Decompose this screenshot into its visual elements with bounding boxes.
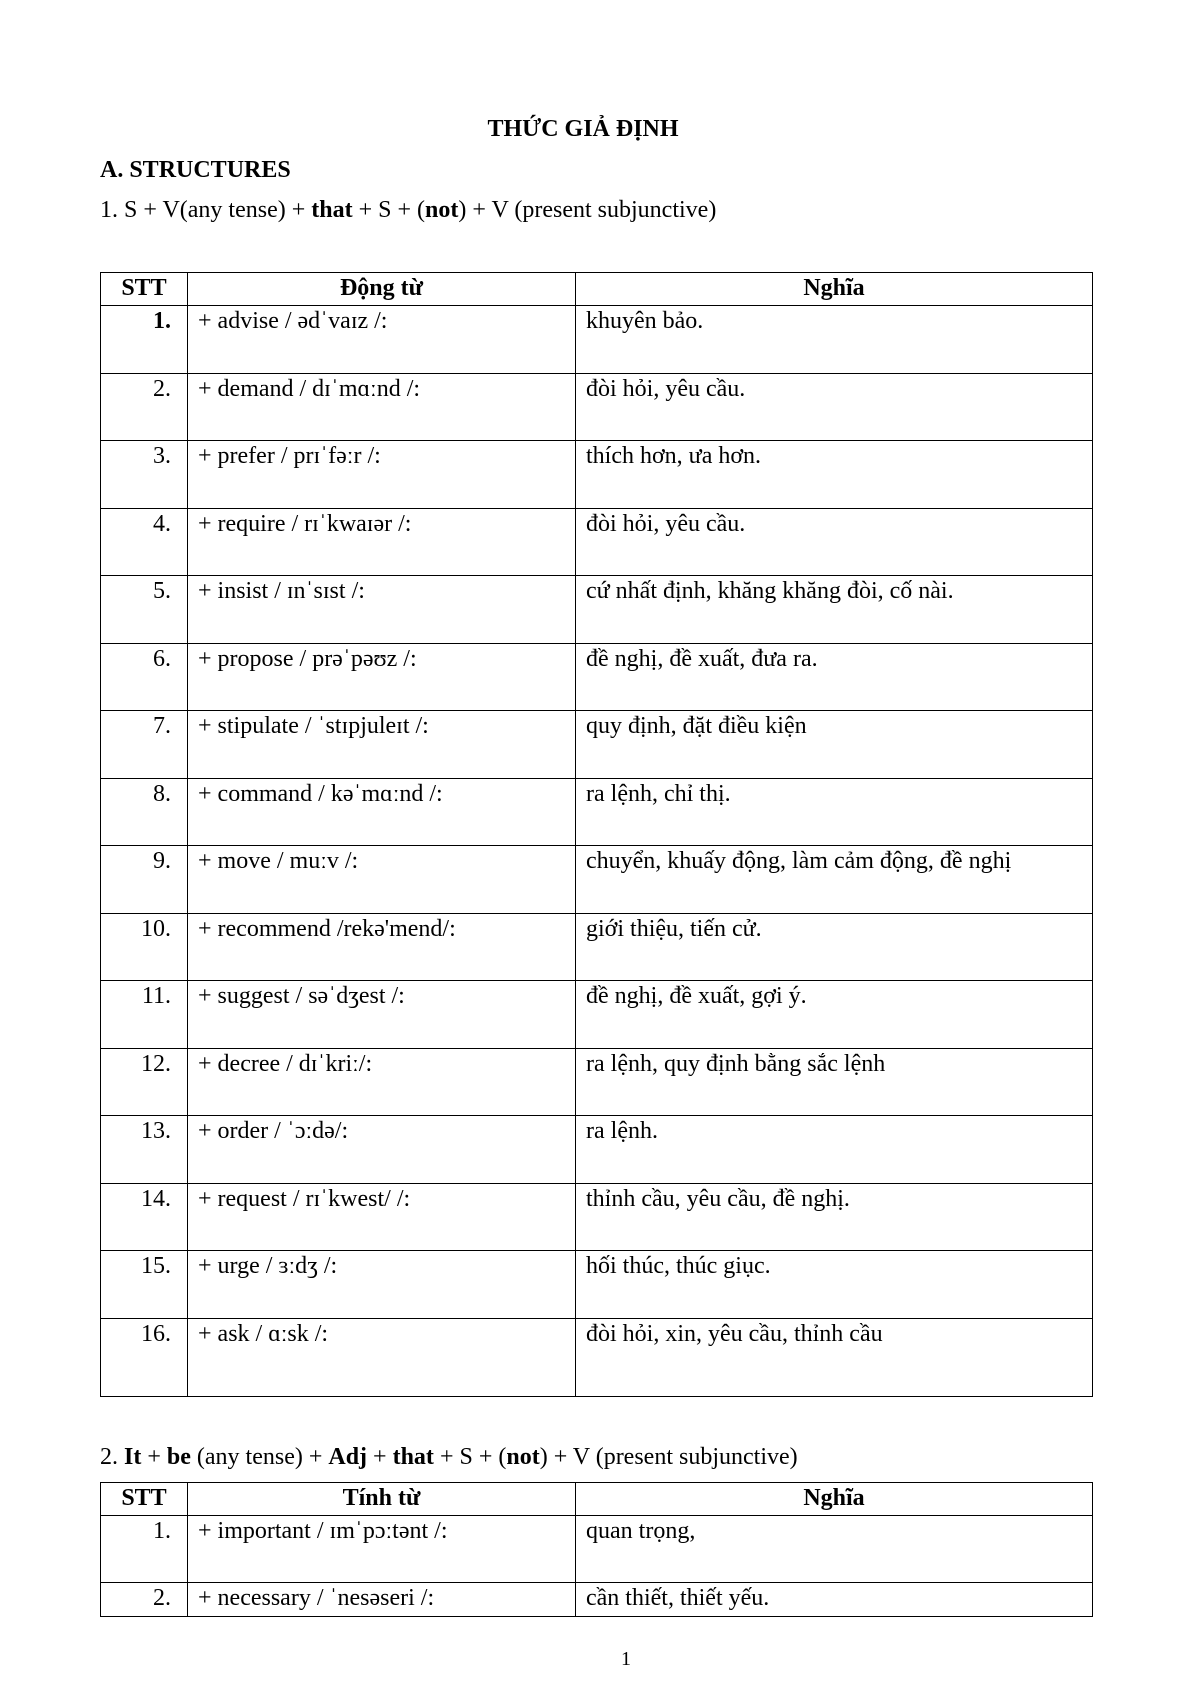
row-word: + urge / ɜːdʒ /: (188, 1251, 576, 1319)
table-row (101, 373, 1093, 441)
row-word: + request / rɪˈkwest/ /: (188, 1183, 576, 1251)
row-stt: 3. (101, 441, 188, 509)
row-stt: 13. (101, 1116, 188, 1184)
table-row (101, 508, 1093, 576)
row-meaning: quy định, đặt điều kiện (576, 711, 1093, 779)
row-word: + move / muːv /: (188, 846, 576, 914)
row-meaning: đề nghị, đề xuất, gợi ý. (576, 981, 1093, 1049)
row-word: + prefer / prɪˈfəːr /: (188, 441, 576, 509)
row-meaning: ra lệnh, quy định bằng sắc lệnh (576, 1048, 1093, 1116)
table-row (101, 1583, 1093, 1617)
structure-1-formula: 1. S + V(any tense) + that + S + (not) + V (present subjunctive) (100, 197, 717, 223)
row-word: + ask / ɑːsk /: (188, 1318, 576, 1396)
row-stt: 5. (101, 576, 188, 644)
row-word: + recommend /rekə'mend/: (188, 913, 576, 981)
row-meaning: ra lệnh. (576, 1116, 1093, 1184)
row-word: + stipulate / ˈstɪpjuleɪt /: (188, 711, 576, 779)
section-heading: A. STRUCTURES (100, 157, 291, 183)
row-meaning: hối thúc, thúc giục. (576, 1251, 1093, 1319)
row-stt: 15. (101, 1251, 188, 1319)
row-meaning: thỉnh cầu, yêu cầu, đề nghị. (576, 1183, 1093, 1251)
row-stt: 14. (101, 1183, 188, 1251)
row-meaning: chuyển, khuấy động, làm cảm động, đề nghị (576, 846, 1093, 914)
row-meaning: ra lệnh, chỉ thị. (576, 778, 1093, 846)
row-stt: 11. (101, 981, 188, 1049)
page-number: 1 (621, 1648, 631, 1670)
row-word: + advise / ədˈvaɪz /: (188, 306, 576, 374)
table-row (101, 1516, 1093, 1583)
row-word: + necessary / ˈnesəseri /: (188, 1583, 576, 1617)
row-word: + suggest / səˈdʒest /: (188, 981, 576, 1049)
row-meaning: khuyên bảo. (576, 306, 1093, 374)
adjective-table (100, 1482, 1093, 1617)
table-row (101, 981, 1093, 1049)
table-row (101, 576, 1093, 644)
row-stt: 16. (101, 1318, 188, 1396)
page-title: THỨC GIẢ ĐỊNH (487, 116, 679, 142)
row-word: + command / kəˈmɑːnd /: (188, 778, 576, 846)
row-stt: 6. (101, 643, 188, 711)
row-stt: 1. (101, 306, 188, 374)
table-row (101, 441, 1093, 509)
table-row (101, 711, 1093, 779)
row-word: + require / rɪˈkwaɪər /: (188, 508, 576, 576)
table-header-row (101, 273, 1093, 306)
table-row (101, 846, 1093, 914)
row-meaning: đề nghị, đề xuất, đưa ra. (576, 643, 1093, 711)
table-row (101, 1318, 1093, 1396)
row-meaning: giới thiệu, tiến cử. (576, 913, 1093, 981)
table-row (101, 1048, 1093, 1116)
row-meaning: cứ nhất định, khăng khăng đòi, cố nài. (576, 576, 1093, 644)
header-stt: STT (101, 273, 188, 306)
table-row (101, 778, 1093, 846)
verb-table (100, 272, 1093, 1397)
table-header-row (101, 1483, 1093, 1516)
row-stt: 1. (101, 1516, 188, 1583)
row-stt: 10. (101, 913, 188, 981)
header-meaning: Nghĩa (576, 273, 1093, 306)
header-verb: Động từ (188, 273, 576, 306)
table-row (101, 1251, 1093, 1319)
row-word: + demand / dɪˈmɑːnd /: (188, 373, 576, 441)
table-row (101, 306, 1093, 374)
row-meaning: quan trọng, (576, 1516, 1093, 1583)
structure-2-formula: 2. It + be (any tense) + Adj + that + S + (not) + V (present subjunctive) (100, 1444, 798, 1470)
row-stt: 8. (101, 778, 188, 846)
row-stt: 12. (101, 1048, 188, 1116)
row-word: + propose / prəˈpəʊz /: (188, 643, 576, 711)
table-row (101, 643, 1093, 711)
header-stt: STT (101, 1483, 188, 1516)
row-meaning: cần thiết, thiết yếu. (576, 1583, 1093, 1617)
row-word: + decree / dɪˈkriː/: (188, 1048, 576, 1116)
header-meaning: Nghĩa (576, 1483, 1093, 1516)
table-row (101, 1116, 1093, 1184)
table-row (101, 913, 1093, 981)
row-meaning: đòi hỏi, yêu cầu. (576, 373, 1093, 441)
row-word: + insist / ɪnˈsɪst /: (188, 576, 576, 644)
row-stt: 4. (101, 508, 188, 576)
row-word: + important / ɪmˈpɔːtənt /: (188, 1516, 576, 1583)
table-row (101, 1183, 1093, 1251)
row-meaning: đòi hỏi, yêu cầu. (576, 508, 1093, 576)
header-adjective: Tính từ (188, 1483, 576, 1516)
row-stt: 2. (101, 373, 188, 441)
row-stt: 9. (101, 846, 188, 914)
row-meaning: thích hơn, ưa hơn. (576, 441, 1093, 509)
row-stt: 7. (101, 711, 188, 779)
row-meaning: đòi hỏi, xin, yêu cầu, thỉnh cầu (576, 1318, 1093, 1396)
row-stt: 2. (101, 1583, 188, 1617)
row-word: + order / ˈɔːdə/: (188, 1116, 576, 1184)
